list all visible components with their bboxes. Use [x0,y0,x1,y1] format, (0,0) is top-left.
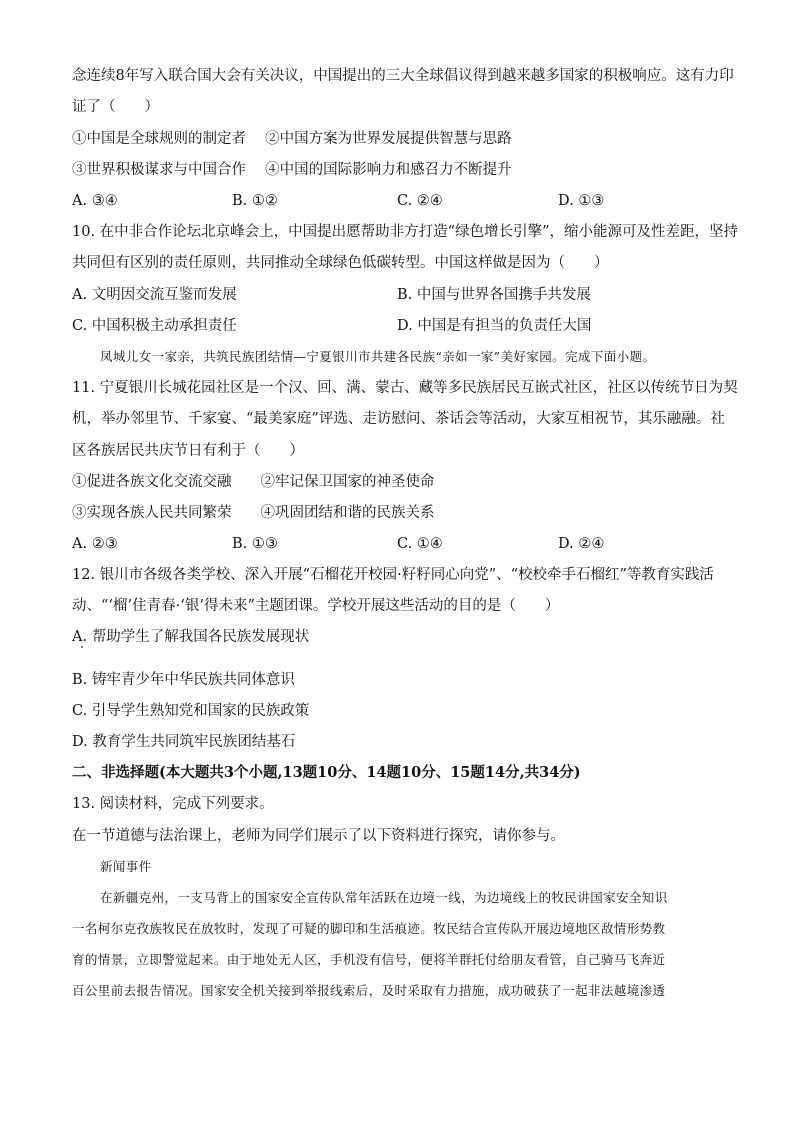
q9-statements-line-2: ③世界积极谋求与中国合作 ④中国的国际影响力和感召力不断提升 [72,162,512,178]
q13-material-line-2: 一名柯尔克孜族牧民在放牧时，发现了可疑的脚印和生活痕迹。牧民结合宣传队开展边境地区敌情形势教 [72,921,666,936]
q11-stem-line-2: 机，举办邻里节、千家宴、“最美家庭”评选、走访慰问、茶话会等活动，大家互相祝节，其乐融融。社 [72,411,725,427]
q10-option-c[interactable]: C. 中国积极主动承担责任 [72,318,237,334]
q10-option-d[interactable]: D. 中国是有担当的负责任大国 [397,318,592,334]
q9-statements-line-1: ①中国是全球规则的制定者 ②中国方案为世界发展提供智慧与思路 [72,131,512,147]
q11-option-c[interactable]: C. ①④ [397,536,443,552]
q13-material-title: 新闻事件 [100,859,152,874]
q11-statements-line-2: ③实现各族人民共同繁荣 ④巩固团结和谐的民族关系 [72,505,435,521]
q11-stem-line-3: 区各族居民共庆节日有利于（ ） [72,443,304,459]
q9-option-d[interactable]: D. ①③ [558,193,605,209]
q13-material-line-3: 育的情景，立即警觉起来。由于地处无人区，手机没有信号，便将羊群托付给朋友看管，自己骑马飞奔近 [72,952,666,967]
q10-stem-line-2: 共同但有区别的责任原则，共同推动全球绿色低碳转型。中国这样做是因为（ ） [72,255,609,271]
q13-intro: 在一节道德与法治课上，老师为同学们展示了以下资料进行探究，请你参与。 [72,828,565,844]
section-2-heading: 二、非选择题(本大题共3个小题,13题10分、14题10分、15题14分,共34分) [72,764,581,781]
q9-option-b[interactable]: B. ①② [232,193,278,209]
q13-material-line-1: 在新疆克州，一支马背上的国家安全宣传队常年活跃在边境一线，为边境线上的牧民讲国家安全知识 [100,890,668,905]
q9-stem-line-2: 证了（ ） [72,99,159,115]
q11-option-d[interactable]: D. ②④ [558,536,605,552]
q11-statements-line-1: ①促进各族文化交流交融 ②牢记保卫国家的神圣使命 [72,474,435,490]
q11-stem-line-1: 11. 宁夏银川长城花园社区是一个汉、回、满、蒙古、藏等多民族居民互嵌式社区，社区以传统节日为契 [72,380,738,396]
q12-option-c[interactable]: C. 引导学生熟知党和国家的民族政策 [72,703,310,719]
stray-dot [81,646,83,648]
q12-stem-line-1: 12. 银川市各级各类学校、深入开展“石榴花开校园·籽籽同心向党”、“校校牵手石榴红”等教育实践活 [72,567,714,583]
q12-option-a[interactable]: A. 帮助学生了解我国各民族发展现状 [72,629,310,645]
q12-option-d[interactable]: D. 教育学生共同筑牢民族团结基石 [72,734,296,750]
q10-option-b[interactable]: B. 中国与世界各国携手共发展 [397,287,591,303]
q12-stem-line-2: 动、“‘榴’住青春·‘银’得未来”主题团课。学校开展这些活动的目的是（ ） [72,598,560,614]
q11-option-a[interactable]: A. ②③ [72,536,118,552]
q12-option-b[interactable]: B. 铸牢青少年中华民族共同体意识 [72,672,295,688]
q9-option-c[interactable]: C. ②④ [397,193,443,209]
q9-stem-line-1: 念连续8年写入联合国大会有关决议，中国提出的三大全球倡议得到越来越多国家的积极响应。这有力印 [72,68,734,84]
q11-option-b[interactable]: B. ①③ [232,536,278,552]
q9-option-a[interactable]: A. ③④ [72,193,118,209]
group-intro: 凤城儿女一家亲，共筑民族团结情—宁夏银川市共建各民族“亲如一家”美好家园。完成下面小题。 [100,349,656,364]
q10-option-a[interactable]: A. 文明因交流互鉴而发展 [72,287,237,303]
q13-material-line-4: 百公里前去报告情况。国家安全机关接到举报线索后，及时采取有力措施，成功破获了一起非法越境渗透 [72,983,666,998]
q10-stem-line-1: 10. 在中非合作论坛北京峰会上，中国提出愿帮助非方打造“绿色增长引擎”，缩小能源可及性差距，坚持 [72,224,738,240]
q13-stem: 13. 阅读材料，完成下列要求。 [72,796,274,812]
